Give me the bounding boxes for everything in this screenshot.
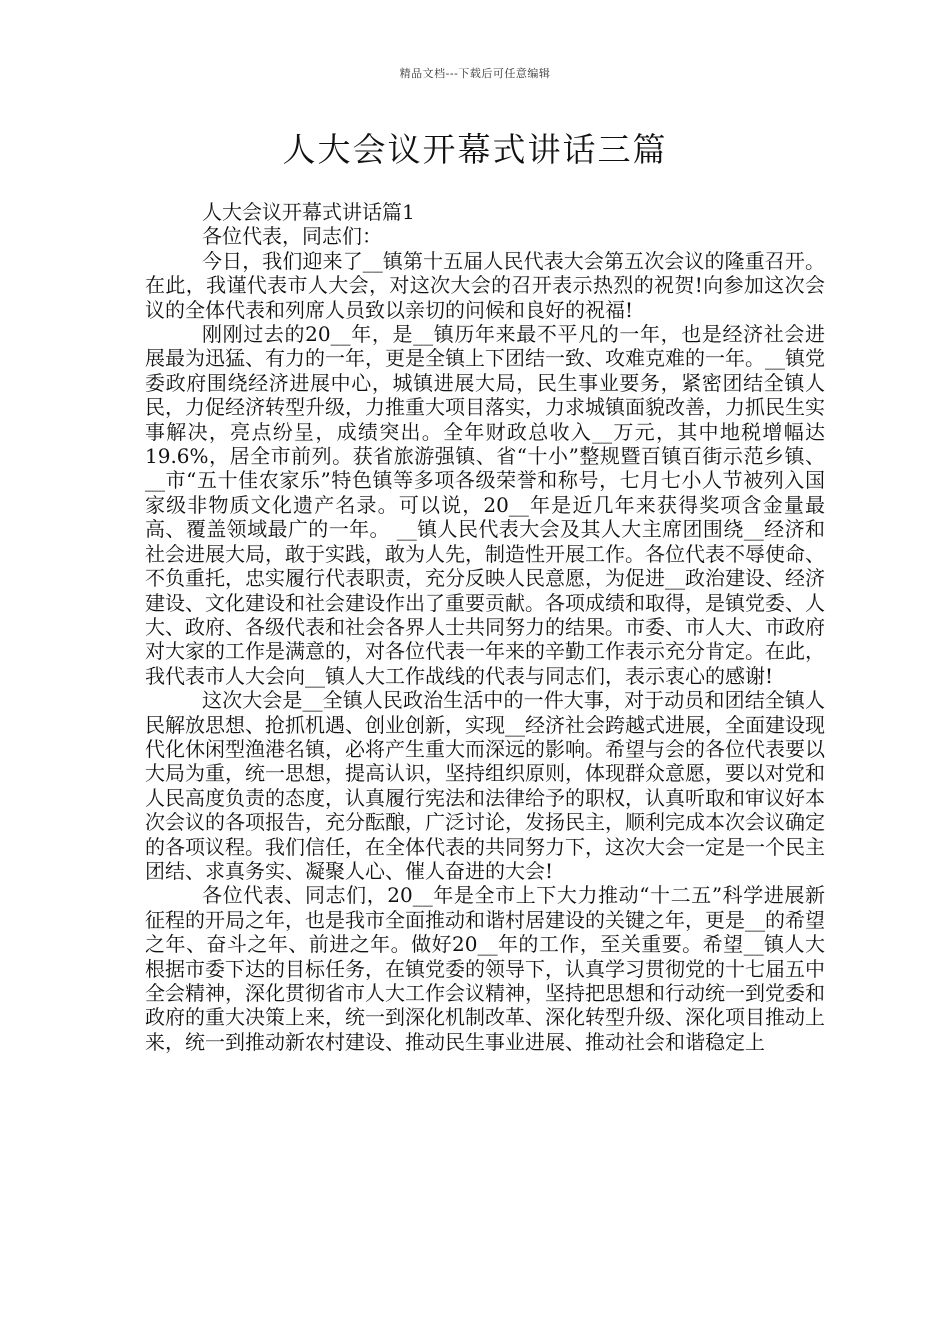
- section-subtitle: 人大会议开幕式讲话篇1: [202, 200, 415, 224]
- header-note: 精品文档---下载后可任意编辑: [399, 67, 551, 80]
- document-title: 人大会议开幕式讲话三篇: [282, 130, 668, 169]
- paragraph-opening: 今日，我们迎来了__镇第十五届人民代表大会第五次会议的隆重召开。在此，我谨代表市人大会，对这次大会的召开表示热烈的祝贺!向参加这次会议的全体代表和列席人员致以亲切的问候和良好的祝福!: [145, 248, 825, 322]
- salutation: 各位代表，同志们：: [202, 224, 382, 249]
- paragraph-meeting-significance: 这次大会是__全镇人民政治生活中的一件大事，对于动员和团结全镇人民解放思想、抢抓机遇、创业创新，实现__经济社会跨越式进展，全面建设现代化休闲型渔港名镇，必将产生重大而深远的影响。希望与会的各位代表要以大局为重，统一思想，提高认识，坚持组织原则，体现群众意愿，要以对党和人民高度负责的态度，认真履行宪法和法律给予的职权，认真听取和审议好本次会议的各项报告，充分酝酿，广泛讨论，发扬民主，顺利完成本次会议确定的各项议程。我们信任，在全体代表的共同努力下，这次大会一定是一个民主团结、求真务实、凝聚人心、催人奋进的大会!: [145, 688, 825, 883]
- paragraph-achievements: 刚刚过去的20__年，是__镇历年来最不平凡的一年，也是经济社会进展最为迅猛、有力的一年，更是全镇上下团结一致、攻难克难的一年。__镇党委政府围绕经济进展中心，城镇进展大局，民生事业要务，紧密团结全镇人民，力促经济转型升级，力推重大项目落实，力求城镇面貌改善，力抓民生实事解决，亮点纷呈，成绩突出。全年财政总收入__万元，其中地税增幅达19.6%，居全市前列。获省旅游强镇、省“十小”整规暨百镇百街示范乡镇、__市“五十佳农家乐”特色镇等多项各级荣誉和称号，七月七小人节被列入国家级非物质文化遗产名录。可以说，20__年是近几年来获得奖项含金量最高、覆盖领域最广的一年。 __镇人民代表大会及其人大主席团围绕__经济和社会进展大局，敢于实践，敢为人先，制造性开展工作。各位代表不辱使命、不负重托，忠实履行代表职责，充分反映人民意愿，为促进__政治建设、经济建设、文化建设和社会建设作出了重要贡献。各项成绩和取得，是镇党委、人大、政府、各级代表和社会各界人士共同努力的结果。市委、市人大、市政府对大家的工作是满意的，对各位代表一年来的辛勤工作表示充分肯定。在此，我代表市人大会向__镇人大工作战线的代表与同志们，表示衷心的感谢!: [145, 322, 825, 688]
- paragraph-expectations: 各位代表、同志们，20__年是全市上下大力推动“十二五”科学进展新征程的开局之年，也是我市全面推动和谐村居建设的关键之年，更是__的希望之年、奋斗之年、前进之年。做好20__年的工作，至关重要。希望__镇人大根据市委下达的目标任务，在镇党委的领导下，认真学习贯彻党的十七届五中全会精神，深化贯彻省市人大工作会议精神，坚持把思想和行动统一到党委和政府的重大决策上来，统一到深化机制改革、深化转型升级、深化项目推动上来，统一到推动新农村建设、推动民生事业进展、推动社会和谐稳定上: [145, 883, 825, 1054]
- document-body: [145, 200, 825, 1054]
